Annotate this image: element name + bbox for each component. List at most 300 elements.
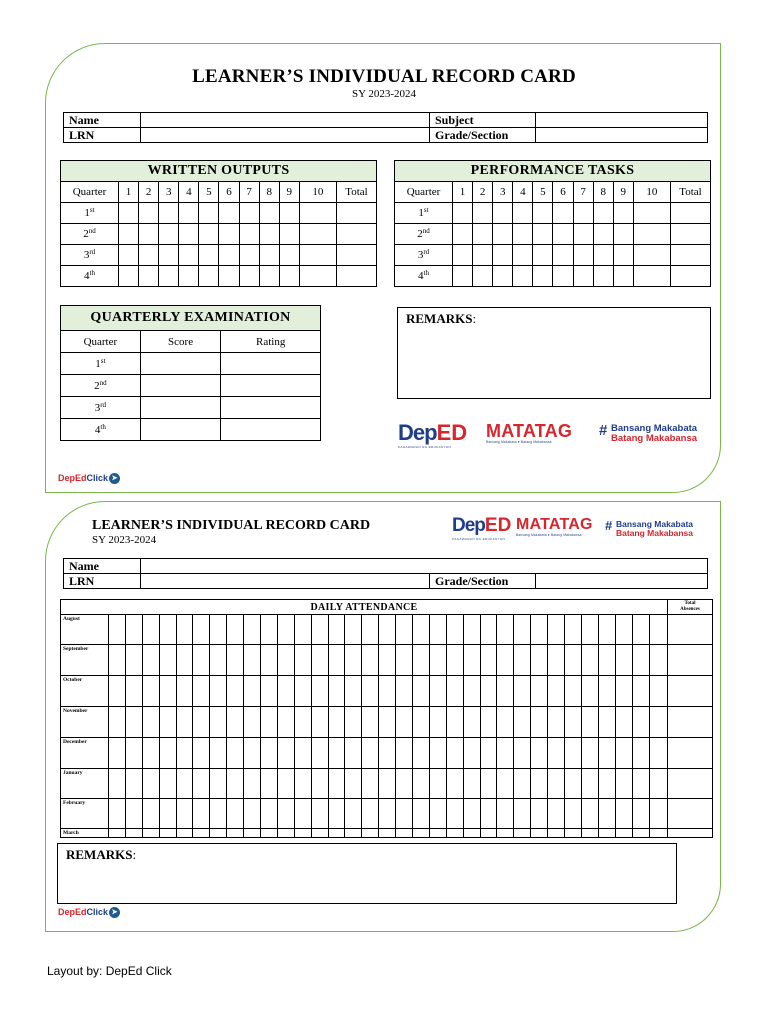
attendance-day-cell[interactable] bbox=[429, 769, 446, 799]
attendance-total-cell[interactable] bbox=[668, 645, 713, 676]
attendance-day-cell[interactable] bbox=[413, 769, 430, 799]
wo-score-cell[interactable] bbox=[179, 203, 199, 224]
attendance-day-cell[interactable] bbox=[632, 615, 649, 645]
attendance-day-cell[interactable] bbox=[497, 676, 514, 707]
attendance-day-cell[interactable] bbox=[581, 615, 598, 645]
attendance-day-cell[interactable] bbox=[294, 799, 311, 829]
attendance-day-cell[interactable] bbox=[311, 738, 328, 769]
attendance-day-cell[interactable] bbox=[193, 615, 210, 645]
attendance-day-cell[interactable] bbox=[328, 799, 345, 829]
attendance-day-cell[interactable] bbox=[227, 615, 244, 645]
attendance-day-cell[interactable] bbox=[142, 829, 159, 838]
attendance-day-cell[interactable] bbox=[598, 707, 615, 738]
attendance-day-cell[interactable] bbox=[345, 799, 362, 829]
attendance-day-cell[interactable] bbox=[581, 707, 598, 738]
wo-score-cell[interactable] bbox=[139, 245, 159, 266]
pt-score-cell[interactable] bbox=[553, 224, 573, 245]
attendance-day-cell[interactable] bbox=[362, 615, 379, 645]
attendance-day-cell[interactable] bbox=[497, 799, 514, 829]
attendance-day-cell[interactable] bbox=[345, 676, 362, 707]
qe-rating-cell[interactable] bbox=[221, 353, 321, 375]
name-field-2[interactable] bbox=[141, 559, 708, 574]
pt-score-cell[interactable] bbox=[573, 203, 593, 224]
attendance-day-cell[interactable] bbox=[294, 707, 311, 738]
attendance-day-cell[interactable] bbox=[109, 645, 126, 676]
attendance-day-cell[interactable] bbox=[649, 738, 668, 769]
attendance-day-cell[interactable] bbox=[649, 799, 668, 829]
wo-score-cell[interactable] bbox=[139, 224, 159, 245]
attendance-day-cell[interactable] bbox=[379, 645, 396, 676]
wo-score-cell[interactable] bbox=[299, 245, 336, 266]
attendance-day-cell[interactable] bbox=[514, 615, 531, 645]
attendance-day-cell[interactable] bbox=[142, 769, 159, 799]
wo-score-cell[interactable] bbox=[299, 266, 336, 287]
pt-score-cell[interactable] bbox=[453, 245, 473, 266]
attendance-day-cell[interactable] bbox=[548, 829, 565, 838]
pt-score-cell[interactable] bbox=[453, 266, 473, 287]
wo-score-cell[interactable] bbox=[279, 245, 299, 266]
attendance-day-cell[interactable] bbox=[565, 769, 582, 799]
attendance-day-cell[interactable] bbox=[261, 707, 278, 738]
attendance-day-cell[interactable] bbox=[142, 738, 159, 769]
attendance-total-cell[interactable] bbox=[668, 615, 713, 645]
attendance-day-cell[interactable] bbox=[598, 645, 615, 676]
attendance-day-cell[interactable] bbox=[497, 707, 514, 738]
attendance-day-cell[interactable] bbox=[159, 615, 176, 645]
attendance-day-cell[interactable] bbox=[598, 799, 615, 829]
wo-score-cell[interactable] bbox=[279, 203, 299, 224]
attendance-day-cell[interactable] bbox=[497, 645, 514, 676]
attendance-day-cell[interactable] bbox=[176, 769, 193, 799]
wo-score-cell[interactable] bbox=[199, 266, 219, 287]
attendance-day-cell[interactable] bbox=[514, 645, 531, 676]
pt-score-cell[interactable] bbox=[553, 245, 573, 266]
attendance-day-cell[interactable] bbox=[311, 615, 328, 645]
attendance-day-cell[interactable] bbox=[379, 615, 396, 645]
wo-score-cell[interactable] bbox=[179, 245, 199, 266]
attendance-day-cell[interactable] bbox=[210, 707, 227, 738]
wo-score-cell[interactable] bbox=[219, 245, 239, 266]
attendance-day-cell[interactable] bbox=[379, 769, 396, 799]
wo-score-cell[interactable] bbox=[337, 224, 377, 245]
attendance-day-cell[interactable] bbox=[193, 707, 210, 738]
attendance-day-cell[interactable] bbox=[649, 615, 668, 645]
attendance-day-cell[interactable] bbox=[480, 676, 497, 707]
attendance-day-cell[interactable] bbox=[463, 707, 480, 738]
attendance-day-cell[interactable] bbox=[581, 676, 598, 707]
attendance-day-cell[interactable] bbox=[311, 676, 328, 707]
pt-score-cell[interactable] bbox=[493, 245, 513, 266]
attendance-day-cell[interactable] bbox=[277, 676, 294, 707]
attendance-day-cell[interactable] bbox=[294, 829, 311, 838]
attendance-day-cell[interactable] bbox=[328, 645, 345, 676]
wo-score-cell[interactable] bbox=[139, 203, 159, 224]
attendance-day-cell[interactable] bbox=[277, 738, 294, 769]
attendance-day-cell[interactable] bbox=[379, 799, 396, 829]
pt-score-cell[interactable] bbox=[671, 245, 711, 266]
attendance-day-cell[interactable] bbox=[446, 645, 463, 676]
card2-remarks-box[interactable] bbox=[57, 843, 677, 904]
attendance-total-cell[interactable] bbox=[668, 799, 713, 829]
attendance-day-cell[interactable] bbox=[632, 738, 649, 769]
wo-score-cell[interactable] bbox=[299, 203, 336, 224]
attendance-day-cell[interactable] bbox=[413, 738, 430, 769]
attendance-day-cell[interactable] bbox=[598, 769, 615, 799]
attendance-day-cell[interactable] bbox=[176, 645, 193, 676]
attendance-day-cell[interactable] bbox=[210, 769, 227, 799]
wo-score-cell[interactable] bbox=[279, 266, 299, 287]
wo-score-cell[interactable] bbox=[159, 224, 179, 245]
attendance-day-cell[interactable] bbox=[176, 829, 193, 838]
attendance-day-cell[interactable] bbox=[565, 676, 582, 707]
attendance-day-cell[interactable] bbox=[548, 738, 565, 769]
attendance-day-cell[interactable] bbox=[125, 738, 142, 769]
attendance-day-cell[interactable] bbox=[193, 799, 210, 829]
attendance-day-cell[interactable] bbox=[615, 676, 632, 707]
attendance-day-cell[interactable] bbox=[176, 738, 193, 769]
attendance-day-cell[interactable] bbox=[413, 799, 430, 829]
attendance-day-cell[interactable] bbox=[565, 615, 582, 645]
attendance-day-cell[interactable] bbox=[244, 645, 261, 676]
attendance-day-cell[interactable] bbox=[311, 707, 328, 738]
attendance-day-cell[interactable] bbox=[277, 769, 294, 799]
wo-score-cell[interactable] bbox=[239, 224, 259, 245]
attendance-day-cell[interactable] bbox=[531, 829, 548, 838]
wo-score-cell[interactable] bbox=[259, 245, 279, 266]
attendance-day-cell[interactable] bbox=[632, 829, 649, 838]
attendance-day-cell[interactable] bbox=[159, 738, 176, 769]
attendance-day-cell[interactable] bbox=[446, 799, 463, 829]
attendance-day-cell[interactable] bbox=[396, 769, 413, 799]
attendance-day-cell[interactable] bbox=[328, 738, 345, 769]
pt-score-cell[interactable] bbox=[633, 224, 670, 245]
attendance-day-cell[interactable] bbox=[429, 645, 446, 676]
lrn-field[interactable] bbox=[141, 128, 430, 143]
attendance-day-cell[interactable] bbox=[379, 707, 396, 738]
attendance-day-cell[interactable] bbox=[244, 738, 261, 769]
attendance-day-cell[interactable] bbox=[210, 676, 227, 707]
attendance-day-cell[interactable] bbox=[463, 799, 480, 829]
grade-section-field-2[interactable] bbox=[536, 574, 708, 589]
attendance-day-cell[interactable] bbox=[581, 738, 598, 769]
attendance-day-cell[interactable] bbox=[227, 707, 244, 738]
attendance-day-cell[interactable] bbox=[514, 676, 531, 707]
attendance-day-cell[interactable] bbox=[446, 738, 463, 769]
pt-score-cell[interactable] bbox=[473, 224, 493, 245]
attendance-day-cell[interactable] bbox=[396, 645, 413, 676]
attendance-day-cell[interactable] bbox=[581, 645, 598, 676]
pt-score-cell[interactable] bbox=[493, 266, 513, 287]
attendance-day-cell[interactable] bbox=[294, 676, 311, 707]
attendance-day-cell[interactable] bbox=[193, 829, 210, 838]
attendance-day-cell[interactable] bbox=[531, 645, 548, 676]
attendance-day-cell[interactable] bbox=[413, 676, 430, 707]
attendance-day-cell[interactable] bbox=[379, 676, 396, 707]
pt-score-cell[interactable] bbox=[473, 245, 493, 266]
attendance-day-cell[interactable] bbox=[261, 676, 278, 707]
attendance-day-cell[interactable] bbox=[294, 615, 311, 645]
attendance-day-cell[interactable] bbox=[210, 799, 227, 829]
attendance-day-cell[interactable] bbox=[598, 738, 615, 769]
attendance-day-cell[interactable] bbox=[362, 769, 379, 799]
wo-score-cell[interactable] bbox=[337, 203, 377, 224]
attendance-day-cell[interactable] bbox=[632, 769, 649, 799]
pt-score-cell[interactable] bbox=[473, 266, 493, 287]
attendance-day-cell[interactable] bbox=[125, 615, 142, 645]
attendance-day-cell[interactable] bbox=[125, 799, 142, 829]
lrn-field-2[interactable] bbox=[141, 574, 430, 589]
pt-score-cell[interactable] bbox=[633, 203, 670, 224]
wo-score-cell[interactable] bbox=[159, 203, 179, 224]
pt-score-cell[interactable] bbox=[573, 224, 593, 245]
attendance-day-cell[interactable] bbox=[598, 615, 615, 645]
name-field[interactable] bbox=[141, 113, 430, 128]
attendance-day-cell[interactable] bbox=[244, 676, 261, 707]
attendance-day-cell[interactable] bbox=[480, 615, 497, 645]
attendance-day-cell[interactable] bbox=[244, 799, 261, 829]
attendance-day-cell[interactable] bbox=[109, 707, 126, 738]
attendance-day-cell[interactable] bbox=[413, 645, 430, 676]
attendance-day-cell[interactable] bbox=[125, 676, 142, 707]
attendance-day-cell[interactable] bbox=[413, 829, 430, 838]
attendance-day-cell[interactable] bbox=[514, 738, 531, 769]
attendance-day-cell[interactable] bbox=[176, 707, 193, 738]
attendance-day-cell[interactable] bbox=[531, 769, 548, 799]
attendance-day-cell[interactable] bbox=[362, 645, 379, 676]
attendance-day-cell[interactable] bbox=[294, 645, 311, 676]
attendance-day-cell[interactable] bbox=[615, 769, 632, 799]
wo-score-cell[interactable] bbox=[179, 224, 199, 245]
attendance-day-cell[interactable] bbox=[345, 707, 362, 738]
qe-rating-cell[interactable] bbox=[221, 375, 321, 397]
pt-score-cell[interactable] bbox=[473, 203, 493, 224]
attendance-day-cell[interactable] bbox=[463, 769, 480, 799]
attendance-day-cell[interactable] bbox=[531, 676, 548, 707]
wo-score-cell[interactable] bbox=[219, 224, 239, 245]
attendance-day-cell[interactable] bbox=[429, 707, 446, 738]
attendance-day-cell[interactable] bbox=[261, 645, 278, 676]
attendance-day-cell[interactable] bbox=[548, 707, 565, 738]
card1-remarks-box[interactable] bbox=[397, 307, 711, 399]
pt-score-cell[interactable] bbox=[613, 245, 633, 266]
attendance-day-cell[interactable] bbox=[581, 769, 598, 799]
attendance-total-cell[interactable] bbox=[668, 676, 713, 707]
attendance-day-cell[interactable] bbox=[480, 769, 497, 799]
attendance-day-cell[interactable] bbox=[244, 615, 261, 645]
attendance-day-cell[interactable] bbox=[463, 829, 480, 838]
attendance-day-cell[interactable] bbox=[615, 645, 632, 676]
attendance-day-cell[interactable] bbox=[277, 707, 294, 738]
pt-score-cell[interactable] bbox=[513, 224, 533, 245]
qe-rating-cell[interactable] bbox=[221, 419, 321, 441]
pt-score-cell[interactable] bbox=[593, 266, 613, 287]
attendance-day-cell[interactable] bbox=[480, 707, 497, 738]
pt-score-cell[interactable] bbox=[593, 224, 613, 245]
attendance-day-cell[interactable] bbox=[615, 707, 632, 738]
attendance-day-cell[interactable] bbox=[311, 829, 328, 838]
pt-score-cell[interactable] bbox=[593, 203, 613, 224]
attendance-day-cell[interactable] bbox=[531, 707, 548, 738]
wo-score-cell[interactable] bbox=[299, 224, 336, 245]
attendance-day-cell[interactable] bbox=[632, 707, 649, 738]
attendance-day-cell[interactable] bbox=[632, 676, 649, 707]
attendance-total-cell[interactable] bbox=[668, 829, 713, 838]
attendance-day-cell[interactable] bbox=[429, 799, 446, 829]
pt-score-cell[interactable] bbox=[671, 203, 711, 224]
pt-score-cell[interactable] bbox=[513, 266, 533, 287]
subject-field[interactable] bbox=[536, 113, 708, 128]
attendance-day-cell[interactable] bbox=[142, 799, 159, 829]
attendance-day-cell[interactable] bbox=[294, 769, 311, 799]
attendance-day-cell[interactable] bbox=[446, 615, 463, 645]
grade-section-field[interactable] bbox=[536, 128, 708, 143]
attendance-day-cell[interactable] bbox=[176, 799, 193, 829]
attendance-day-cell[interactable] bbox=[531, 799, 548, 829]
attendance-day-cell[interactable] bbox=[125, 707, 142, 738]
attendance-day-cell[interactable] bbox=[615, 615, 632, 645]
attendance-day-cell[interactable] bbox=[446, 769, 463, 799]
wo-score-cell[interactable] bbox=[219, 266, 239, 287]
attendance-day-cell[interactable] bbox=[649, 829, 668, 838]
attendance-day-cell[interactable] bbox=[328, 676, 345, 707]
attendance-day-cell[interactable] bbox=[531, 615, 548, 645]
attendance-day-cell[interactable] bbox=[311, 645, 328, 676]
attendance-day-cell[interactable] bbox=[379, 829, 396, 838]
attendance-day-cell[interactable] bbox=[649, 707, 668, 738]
wo-score-cell[interactable] bbox=[119, 224, 139, 245]
attendance-day-cell[interactable] bbox=[565, 707, 582, 738]
pt-score-cell[interactable] bbox=[453, 203, 473, 224]
attendance-day-cell[interactable] bbox=[210, 829, 227, 838]
attendance-day-cell[interactable] bbox=[362, 829, 379, 838]
attendance-day-cell[interactable] bbox=[159, 707, 176, 738]
attendance-day-cell[interactable] bbox=[396, 676, 413, 707]
wo-score-cell[interactable] bbox=[119, 203, 139, 224]
attendance-day-cell[interactable] bbox=[159, 769, 176, 799]
attendance-day-cell[interactable] bbox=[109, 676, 126, 707]
attendance-day-cell[interactable] bbox=[345, 829, 362, 838]
attendance-day-cell[interactable] bbox=[480, 829, 497, 838]
attendance-day-cell[interactable] bbox=[142, 676, 159, 707]
attendance-day-cell[interactable] bbox=[227, 769, 244, 799]
pt-score-cell[interactable] bbox=[613, 266, 633, 287]
attendance-day-cell[interactable] bbox=[446, 829, 463, 838]
attendance-day-cell[interactable] bbox=[142, 645, 159, 676]
attendance-day-cell[interactable] bbox=[210, 645, 227, 676]
pt-score-cell[interactable] bbox=[613, 224, 633, 245]
wo-score-cell[interactable] bbox=[239, 203, 259, 224]
attendance-day-cell[interactable] bbox=[244, 707, 261, 738]
attendance-day-cell[interactable] bbox=[277, 645, 294, 676]
attendance-day-cell[interactable] bbox=[159, 829, 176, 838]
pt-score-cell[interactable] bbox=[671, 224, 711, 245]
pt-score-cell[interactable] bbox=[593, 245, 613, 266]
attendance-day-cell[interactable] bbox=[109, 738, 126, 769]
qe-score-cell[interactable] bbox=[140, 397, 221, 419]
wo-score-cell[interactable] bbox=[139, 266, 159, 287]
attendance-day-cell[interactable] bbox=[514, 829, 531, 838]
attendance-total-cell[interactable] bbox=[668, 738, 713, 769]
wo-score-cell[interactable] bbox=[199, 203, 219, 224]
attendance-day-cell[interactable] bbox=[429, 829, 446, 838]
attendance-day-cell[interactable] bbox=[497, 829, 514, 838]
attendance-day-cell[interactable] bbox=[581, 829, 598, 838]
qe-score-cell[interactable] bbox=[140, 353, 221, 375]
attendance-day-cell[interactable] bbox=[193, 738, 210, 769]
pt-score-cell[interactable] bbox=[573, 266, 593, 287]
attendance-day-cell[interactable] bbox=[311, 799, 328, 829]
attendance-day-cell[interactable] bbox=[345, 769, 362, 799]
qe-score-cell[interactable] bbox=[140, 375, 221, 397]
attendance-day-cell[interactable] bbox=[345, 615, 362, 645]
attendance-day-cell[interactable] bbox=[311, 769, 328, 799]
wo-score-cell[interactable] bbox=[199, 245, 219, 266]
attendance-day-cell[interactable] bbox=[632, 799, 649, 829]
attendance-day-cell[interactable] bbox=[396, 615, 413, 645]
attendance-day-cell[interactable] bbox=[159, 799, 176, 829]
pt-score-cell[interactable] bbox=[573, 245, 593, 266]
qe-rating-cell[interactable] bbox=[221, 397, 321, 419]
pt-score-cell[interactable] bbox=[633, 245, 670, 266]
pt-score-cell[interactable] bbox=[533, 266, 553, 287]
pt-score-cell[interactable] bbox=[671, 266, 711, 287]
attendance-day-cell[interactable] bbox=[227, 645, 244, 676]
attendance-day-cell[interactable] bbox=[109, 615, 126, 645]
attendance-day-cell[interactable] bbox=[328, 769, 345, 799]
wo-score-cell[interactable] bbox=[119, 266, 139, 287]
attendance-day-cell[interactable] bbox=[125, 829, 142, 838]
wo-score-cell[interactable] bbox=[159, 266, 179, 287]
attendance-day-cell[interactable] bbox=[125, 769, 142, 799]
pt-score-cell[interactable] bbox=[493, 224, 513, 245]
attendance-day-cell[interactable] bbox=[345, 645, 362, 676]
attendance-day-cell[interactable] bbox=[565, 799, 582, 829]
attendance-day-cell[interactable] bbox=[615, 738, 632, 769]
attendance-day-cell[interactable] bbox=[429, 615, 446, 645]
pt-score-cell[interactable] bbox=[613, 203, 633, 224]
attendance-day-cell[interactable] bbox=[463, 738, 480, 769]
wo-score-cell[interactable] bbox=[199, 224, 219, 245]
attendance-day-cell[interactable] bbox=[396, 799, 413, 829]
attendance-day-cell[interactable] bbox=[210, 738, 227, 769]
wo-score-cell[interactable] bbox=[179, 266, 199, 287]
attendance-day-cell[interactable] bbox=[109, 799, 126, 829]
attendance-day-cell[interactable] bbox=[565, 738, 582, 769]
attendance-day-cell[interactable] bbox=[328, 615, 345, 645]
attendance-day-cell[interactable] bbox=[548, 799, 565, 829]
wo-score-cell[interactable] bbox=[279, 224, 299, 245]
wo-score-cell[interactable] bbox=[259, 203, 279, 224]
attendance-day-cell[interactable] bbox=[548, 676, 565, 707]
attendance-day-cell[interactable] bbox=[159, 645, 176, 676]
attendance-day-cell[interactable] bbox=[227, 738, 244, 769]
attendance-day-cell[interactable] bbox=[480, 799, 497, 829]
attendance-day-cell[interactable] bbox=[244, 829, 261, 838]
attendance-day-cell[interactable] bbox=[497, 738, 514, 769]
attendance-day-cell[interactable] bbox=[277, 829, 294, 838]
attendance-day-cell[interactable] bbox=[548, 645, 565, 676]
attendance-day-cell[interactable] bbox=[345, 738, 362, 769]
pt-score-cell[interactable] bbox=[453, 224, 473, 245]
attendance-day-cell[interactable] bbox=[261, 769, 278, 799]
attendance-day-cell[interactable] bbox=[396, 829, 413, 838]
attendance-day-cell[interactable] bbox=[413, 707, 430, 738]
attendance-day-cell[interactable] bbox=[193, 769, 210, 799]
attendance-day-cell[interactable] bbox=[514, 769, 531, 799]
attendance-day-cell[interactable] bbox=[581, 799, 598, 829]
attendance-day-cell[interactable] bbox=[261, 799, 278, 829]
attendance-day-cell[interactable] bbox=[632, 645, 649, 676]
